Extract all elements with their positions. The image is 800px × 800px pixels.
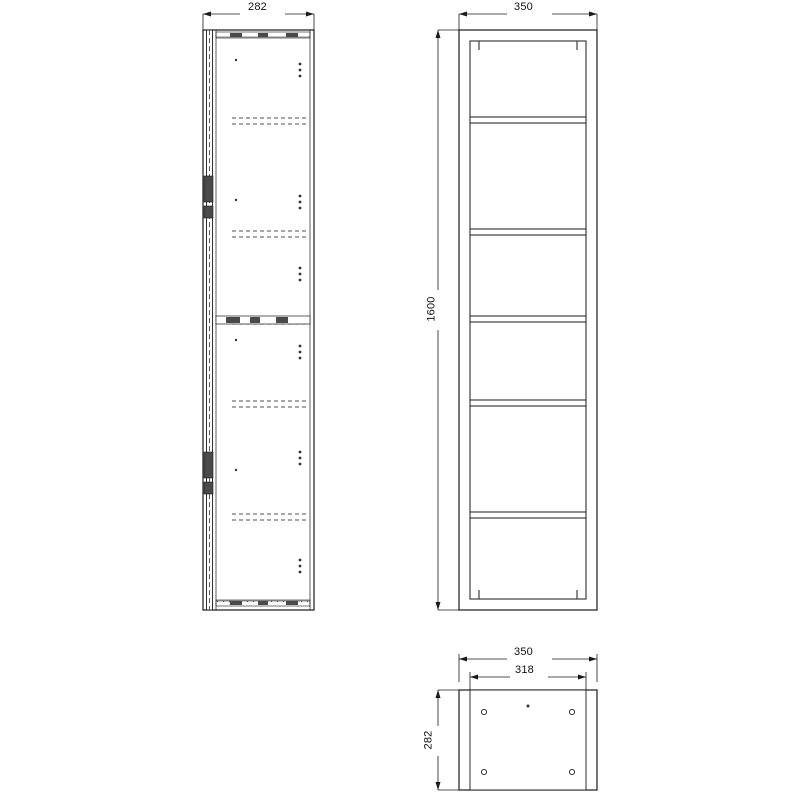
- front-view-geometry: [436, 12, 598, 611]
- side-view-geometry: [203, 12, 314, 611]
- dimension-front-height: 1600: [425, 296, 438, 322]
- hinge-plates: [204, 176, 213, 494]
- dimension-plan-outer-width: 350: [514, 646, 533, 658]
- dimension-plan-depth: 282: [422, 730, 435, 750]
- connector-band: [216, 316, 310, 324]
- dimension-plan-inner-width: 318: [515, 664, 534, 676]
- front-shelves: [470, 117, 586, 518]
- dimension-front-width: 350: [514, 1, 533, 13]
- dimension-side-width: 282: [248, 1, 267, 13]
